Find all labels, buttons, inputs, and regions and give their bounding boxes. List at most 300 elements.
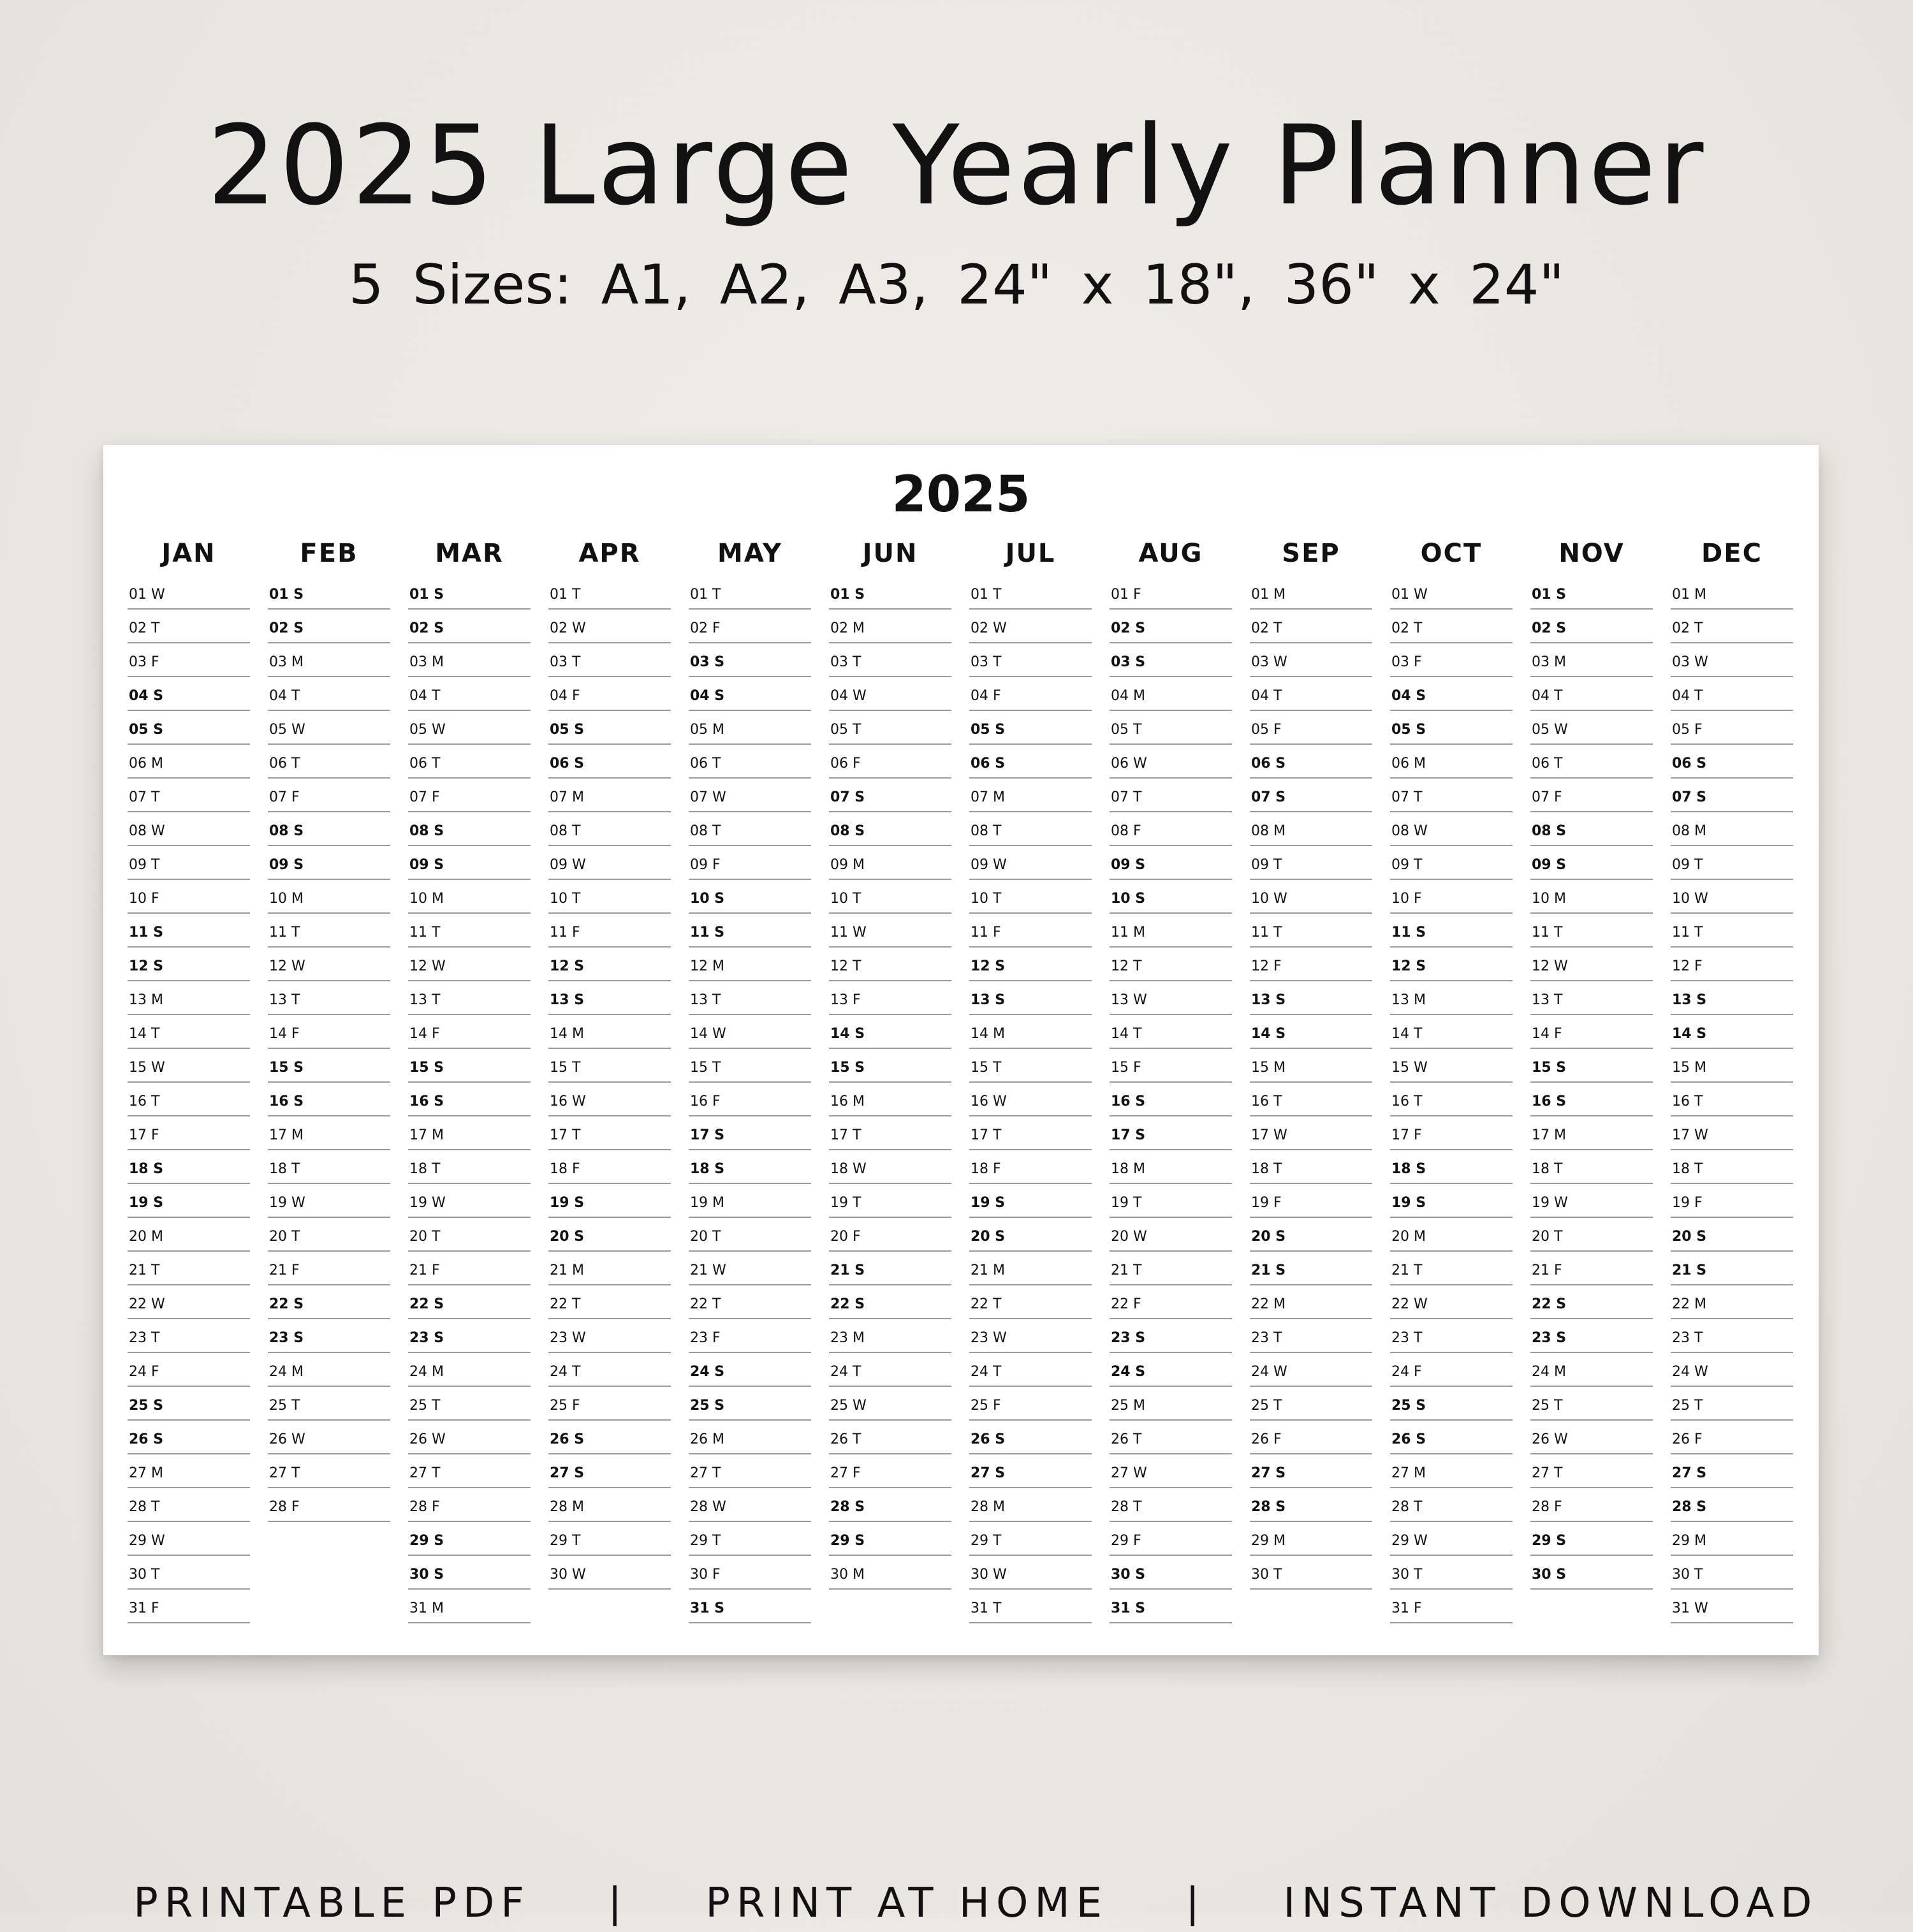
day-row: 12 T [1110, 948, 1232, 981]
day-row: 22 S [1530, 1286, 1653, 1319]
day-row: 13 S [969, 982, 1092, 1015]
day-row: 28 F [268, 1489, 390, 1522]
planner-sheet [103, 445, 1819, 1655]
day-row: 01 T [689, 576, 811, 610]
day-row: 08 F [1110, 813, 1232, 846]
day-row: 26 S [1390, 1421, 1513, 1454]
day-row: 31 T [969, 1590, 1092, 1623]
day-row: 24 M [408, 1354, 531, 1387]
day-row: 05 T [1110, 712, 1232, 745]
day-row: 23 T [1250, 1320, 1372, 1353]
day-row: 12 W [1530, 948, 1653, 981]
day-row: 29 S [408, 1523, 531, 1556]
day-row: 22 W [128, 1286, 250, 1319]
day-row: 05 W [268, 712, 390, 745]
day-row: 06 F [829, 745, 951, 779]
day-row: 27 W [1110, 1455, 1232, 1488]
footer-features [0, 1817, 1913, 1932]
day-row: 14 M [969, 1016, 1092, 1049]
day-row: 30 S [408, 1556, 531, 1590]
day-row: 12 W [408, 948, 531, 981]
day-row: 13 T [689, 982, 811, 1015]
day-row: 08 S [268, 813, 390, 846]
day-row: 26 S [969, 1421, 1092, 1454]
day-row: 26 S [548, 1421, 671, 1454]
day-list [1390, 576, 1513, 1623]
month-mar [408, 534, 531, 1624]
day-row: 16 S [1110, 1083, 1232, 1116]
day-row: 03 S [689, 644, 811, 677]
day-row: 07 W [689, 779, 811, 812]
footer-item-printable: PRINTABLE PDF [133, 1880, 531, 1927]
day-row: 24 W [1671, 1354, 1793, 1387]
day-row: 12 F [1671, 948, 1793, 981]
day-row: 06 W [1110, 745, 1232, 779]
day-row: 10 W [1250, 881, 1372, 914]
day-row: 06 T [408, 745, 531, 779]
day-row: 07 F [268, 779, 390, 812]
day-row: 30 M [829, 1556, 951, 1590]
day-row: 22 W [1390, 1286, 1513, 1319]
day-row: 20 T [408, 1218, 531, 1252]
day-row: 11 W [829, 914, 951, 948]
day-row: 14 M [548, 1016, 671, 1049]
day-list [548, 576, 671, 1590]
day-row: 18 W [829, 1151, 951, 1184]
day-row: 11 T [1250, 914, 1372, 948]
day-row: 25 S [1390, 1387, 1513, 1421]
day-row: 04 S [128, 678, 250, 711]
day-row: 15 W [128, 1050, 250, 1083]
day-row: 07 T [128, 779, 250, 812]
day-row: 26 W [408, 1421, 531, 1454]
day-row: 25 M [1110, 1387, 1232, 1421]
day-row: 15 S [268, 1050, 390, 1083]
day-row: 11 S [128, 914, 250, 948]
day-row: 19 W [1530, 1185, 1653, 1218]
day-row: 31 F [128, 1590, 250, 1623]
day-row: 02 W [548, 610, 671, 643]
day-row: 04 S [689, 678, 811, 711]
day-row: 25 T [408, 1387, 531, 1421]
day-row: 21 W [689, 1252, 811, 1285]
day-row: 19 S [969, 1185, 1092, 1218]
day-row: 22 S [829, 1286, 951, 1319]
day-row: 08 M [1671, 813, 1793, 846]
day-row: 06 S [1250, 745, 1372, 779]
day-row: 16 T [1250, 1083, 1372, 1116]
day-row: 24 F [128, 1354, 250, 1387]
day-row: 27 S [1250, 1455, 1372, 1488]
day-row: 23 S [268, 1320, 390, 1353]
day-row: 13 S [548, 982, 671, 1015]
day-row: 18 T [1250, 1151, 1372, 1184]
day-row: 16 M [829, 1083, 951, 1116]
day-row: 25 S [689, 1387, 811, 1421]
day-row: 18 F [548, 1151, 671, 1184]
day-row: 15 S [408, 1050, 531, 1083]
day-row: 14 T [1110, 1016, 1232, 1049]
day-row: 20 S [969, 1218, 1092, 1252]
day-row: 13 W [1110, 982, 1232, 1015]
day-row: 27 F [829, 1455, 951, 1488]
day-row: 15 T [689, 1050, 811, 1083]
day-row: 11 T [1671, 914, 1793, 948]
day-list [1110, 576, 1232, 1623]
day-row: 21 S [1250, 1252, 1372, 1285]
day-row: 22 M [1671, 1286, 1793, 1319]
month-aug [1110, 534, 1232, 1624]
day-list [1671, 576, 1793, 1623]
day-row: 09 S [408, 847, 531, 880]
day-row: 09 T [1671, 847, 1793, 880]
day-row: 14 S [1250, 1016, 1372, 1049]
day-row: 06 T [689, 745, 811, 779]
day-row: 02 S [1530, 610, 1653, 643]
footer-item-print-home: PRINT AT HOME [705, 1880, 1108, 1927]
day-row: 23 T [128, 1320, 250, 1353]
day-row: 16 T [128, 1083, 250, 1116]
day-row: 03 M [408, 644, 531, 677]
day-list [268, 576, 390, 1522]
day-row: 28 M [969, 1489, 1092, 1522]
day-row: 23 T [1671, 1320, 1793, 1353]
day-row: 15 M [1250, 1050, 1372, 1083]
day-row: 09 F [689, 847, 811, 880]
day-row: 19 W [268, 1185, 390, 1218]
day-row: 08 M [1250, 813, 1372, 846]
day-row: 23 F [689, 1320, 811, 1353]
day-row: 04 T [1530, 678, 1653, 711]
day-row: 30 S [1530, 1556, 1653, 1590]
day-row: 13 S [1671, 982, 1793, 1015]
day-row: 31 M [408, 1590, 531, 1623]
day-row: 21 T [128, 1252, 250, 1285]
day-row: 28 T [1390, 1489, 1513, 1522]
footer-separator: | [1185, 1880, 1206, 1927]
day-row: 17 F [1390, 1117, 1513, 1150]
day-row: 22 M [1250, 1286, 1372, 1319]
day-row: 08 S [408, 813, 531, 846]
day-row: 06 S [969, 745, 1092, 779]
day-row: 12 F [1250, 948, 1372, 981]
day-row: 15 S [1530, 1050, 1653, 1083]
day-list [829, 576, 951, 1590]
day-row: 02 T [128, 610, 250, 643]
day-row: 30 W [969, 1556, 1092, 1590]
day-row: 05 S [969, 712, 1092, 745]
day-row: 24 T [548, 1354, 671, 1387]
day-row: 11 M [1110, 914, 1232, 948]
day-row: 22 T [689, 1286, 811, 1319]
day-row: 13 S [1250, 982, 1372, 1015]
month-oct [1390, 534, 1513, 1624]
day-row: 29 S [1530, 1523, 1653, 1556]
day-row: 24 W [1250, 1354, 1372, 1387]
day-row: 20 M [128, 1218, 250, 1252]
day-row: 31 W [1671, 1590, 1793, 1623]
day-row: 01 W [128, 576, 250, 610]
day-row: 20 S [1671, 1218, 1793, 1252]
day-row: 05 F [1250, 712, 1372, 745]
month-feb [268, 534, 390, 1523]
day-row: 18 T [268, 1151, 390, 1184]
day-row: 13 T [1530, 982, 1653, 1015]
day-row: 12 S [548, 948, 671, 981]
day-list [1530, 576, 1653, 1590]
day-row: 07 S [829, 779, 951, 812]
day-row: 06 T [1530, 745, 1653, 779]
day-row: 01 S [408, 576, 531, 610]
day-row: 06 S [548, 745, 671, 779]
day-row: 16 W [969, 1083, 1092, 1116]
day-row: 17 T [829, 1117, 951, 1150]
day-row: 10 S [1110, 881, 1232, 914]
day-row: 05 F [1671, 712, 1793, 745]
day-row: 14 W [689, 1016, 811, 1049]
day-row: 27 S [548, 1455, 671, 1488]
day-row: 29 T [689, 1523, 811, 1556]
day-row: 17 W [1671, 1117, 1793, 1150]
day-row: 27 S [1671, 1455, 1793, 1488]
day-row: 08 S [829, 813, 951, 846]
day-row: 03 W [1671, 644, 1793, 677]
day-row: 28 S [1250, 1489, 1372, 1522]
day-row: 20 M [1390, 1218, 1513, 1252]
day-row: 18 S [128, 1151, 250, 1184]
day-row: 08 W [128, 813, 250, 846]
day-list [969, 576, 1092, 1623]
day-row: 05 S [548, 712, 671, 745]
day-row: 28 S [1671, 1489, 1793, 1522]
day-row: 01 M [1671, 576, 1793, 610]
month-apr [548, 534, 671, 1590]
day-row: 28 F [1530, 1489, 1653, 1522]
day-row: 07 T [1390, 779, 1513, 812]
day-row: 27 T [268, 1455, 390, 1488]
day-row: 18 T [1530, 1151, 1653, 1184]
day-row: 17 S [689, 1117, 811, 1150]
day-list [408, 576, 531, 1623]
month-name: MAY [717, 539, 782, 568]
day-row: 04 T [1250, 678, 1372, 711]
month-name: OCT [1420, 539, 1483, 568]
day-row: 19 S [548, 1185, 671, 1218]
day-row: 07 S [1671, 779, 1793, 812]
day-row: 26 M [689, 1421, 811, 1454]
month-name: JUL [1005, 539, 1056, 568]
day-row: 11 F [548, 914, 671, 948]
day-row: 18 F [969, 1151, 1092, 1184]
day-row: 01 S [268, 576, 390, 610]
day-row: 04 M [1110, 678, 1232, 711]
day-row: 11 T [408, 914, 531, 948]
day-row: 04 T [408, 678, 531, 711]
day-row: 11 F [969, 914, 1092, 948]
day-row: 06 T [268, 745, 390, 779]
day-row: 25 T [1250, 1387, 1372, 1421]
day-row: 28 T [1110, 1489, 1232, 1522]
month-name: NOV [1558, 539, 1625, 568]
day-row: 20 W [1110, 1218, 1232, 1252]
day-row: 06 S [1671, 745, 1793, 779]
day-row: 14 S [1671, 1016, 1793, 1049]
day-row: 17 T [548, 1117, 671, 1150]
day-row: 13 M [1390, 982, 1513, 1015]
day-row: 21 F [268, 1252, 390, 1285]
day-row: 25 T [1671, 1387, 1793, 1421]
day-row: 19 F [1250, 1185, 1372, 1218]
day-row: 26 T [1110, 1421, 1232, 1454]
day-row: 12 S [969, 948, 1092, 981]
day-row: 15 S [829, 1050, 951, 1083]
day-row: 10 T [548, 881, 671, 914]
day-row: 28 S [829, 1489, 951, 1522]
day-row: 28 W [689, 1489, 811, 1522]
month-jul [969, 534, 1092, 1624]
day-row: 23 S [408, 1320, 531, 1353]
day-row: 10 W [1671, 881, 1793, 914]
day-row: 16 W [548, 1083, 671, 1116]
day-row: 24 S [689, 1354, 811, 1387]
day-row: 22 S [268, 1286, 390, 1319]
day-row: 10 M [1530, 881, 1653, 914]
day-row: 05 M [689, 712, 811, 745]
day-row: 03 T [969, 644, 1092, 677]
day-row: 19 T [829, 1185, 951, 1218]
day-row: 17 T [969, 1117, 1092, 1150]
day-row: 05 S [128, 712, 250, 745]
day-row: 22 T [969, 1286, 1092, 1319]
day-row: 05 W [408, 712, 531, 745]
day-row: 15 W [1390, 1050, 1513, 1083]
day-row: 08 S [1530, 813, 1653, 846]
day-row: 21 T [1110, 1252, 1232, 1285]
day-row: 07 S [1250, 779, 1372, 812]
day-row: 19 M [689, 1185, 811, 1218]
day-row: 21 S [829, 1252, 951, 1285]
day-row: 05 S [1390, 712, 1513, 745]
day-row: 10 M [408, 881, 531, 914]
day-row: 03 M [268, 644, 390, 677]
day-row: 11 S [1390, 914, 1513, 948]
day-row: 20 T [689, 1218, 811, 1252]
day-row: 09 M [829, 847, 951, 880]
day-row: 01 T [548, 576, 671, 610]
day-row: 04 F [548, 678, 671, 711]
day-row: 29 W [128, 1523, 250, 1556]
footer-separator: | [608, 1880, 628, 1927]
day-row: 02 T [1250, 610, 1372, 643]
day-row: 14 S [829, 1016, 951, 1049]
day-row: 23 W [548, 1320, 671, 1353]
day-row: 26 F [1671, 1421, 1793, 1454]
day-row: 30 T [128, 1556, 250, 1590]
day-row: 01 T [969, 576, 1092, 610]
day-row: 12 M [689, 948, 811, 981]
day-row: 30 T [1671, 1556, 1793, 1590]
day-row: 14 F [1530, 1016, 1653, 1049]
day-row: 24 M [268, 1354, 390, 1387]
day-row: 30 T [1250, 1556, 1372, 1590]
month-nov [1530, 534, 1653, 1590]
day-row: 20 S [548, 1218, 671, 1252]
day-row: 23 W [969, 1320, 1092, 1353]
day-row: 07 F [408, 779, 531, 812]
day-row: 17 M [268, 1117, 390, 1150]
day-row: 03 W [1250, 644, 1372, 677]
day-row: 22 T [548, 1286, 671, 1319]
day-row: 23 S [1110, 1320, 1232, 1353]
day-row: 05 W [1530, 712, 1653, 745]
day-row: 09 T [128, 847, 250, 880]
day-row: 01 W [1390, 576, 1513, 610]
sizes-subtitle: 5 Sizes: A1, A2, A3, 24" x 18", 36" x 24" [348, 253, 1565, 317]
day-row: 30 S [1110, 1556, 1232, 1590]
day-row: 02 S [268, 610, 390, 643]
day-row: 30 W [548, 1556, 671, 1590]
day-row: 03 M [1530, 644, 1653, 677]
day-row: 28 M [548, 1489, 671, 1522]
day-row: 22 S [408, 1286, 531, 1319]
day-row: 29 F [1110, 1523, 1232, 1556]
month-jan [128, 534, 250, 1624]
day-row: 04 T [1671, 678, 1793, 711]
day-row: 21 F [408, 1252, 531, 1285]
day-row: 10 T [969, 881, 1092, 914]
day-row: 07 F [1530, 779, 1653, 812]
day-row: 07 T [1110, 779, 1232, 812]
day-row: 14 F [408, 1016, 531, 1049]
day-row: 17 M [1530, 1117, 1653, 1150]
day-row: 02 T [1390, 610, 1513, 643]
day-row: 26 S [128, 1421, 250, 1454]
day-row: 30 F [689, 1556, 811, 1590]
day-row: 25 F [969, 1387, 1092, 1421]
day-row: 25 W [829, 1387, 951, 1421]
month-jun [829, 534, 951, 1590]
month-name: JAN [161, 539, 216, 568]
planner-year: 2025 [891, 466, 1030, 523]
day-row: 14 F [268, 1016, 390, 1049]
day-row: 31 S [689, 1590, 811, 1623]
day-row: 25 S [128, 1387, 250, 1421]
day-row: 25 F [548, 1387, 671, 1421]
day-row: 10 T [829, 881, 951, 914]
day-row: 20 T [1530, 1218, 1653, 1252]
day-row: 07 M [969, 779, 1092, 812]
day-row: 21 T [1390, 1252, 1513, 1285]
day-row: 13 F [829, 982, 951, 1015]
day-row: 04 W [829, 678, 951, 711]
day-row: 12 T [829, 948, 951, 981]
day-row: 18 S [689, 1151, 811, 1184]
day-row: 15 T [969, 1050, 1092, 1083]
day-row: 27 M [1390, 1455, 1513, 1488]
day-row: 12 S [1390, 948, 1513, 981]
day-row: 06 M [1390, 745, 1513, 779]
day-row: 06 M [128, 745, 250, 779]
day-row: 22 F [1110, 1286, 1232, 1319]
day-row: 03 T [829, 644, 951, 677]
day-row: 16 S [268, 1083, 390, 1116]
day-row: 01 M [1250, 576, 1372, 610]
day-row: 19 W [408, 1185, 531, 1218]
day-row: 10 F [128, 881, 250, 914]
day-row: 02 M [829, 610, 951, 643]
day-row: 09 T [1390, 847, 1513, 880]
day-row: 14 T [128, 1016, 250, 1049]
